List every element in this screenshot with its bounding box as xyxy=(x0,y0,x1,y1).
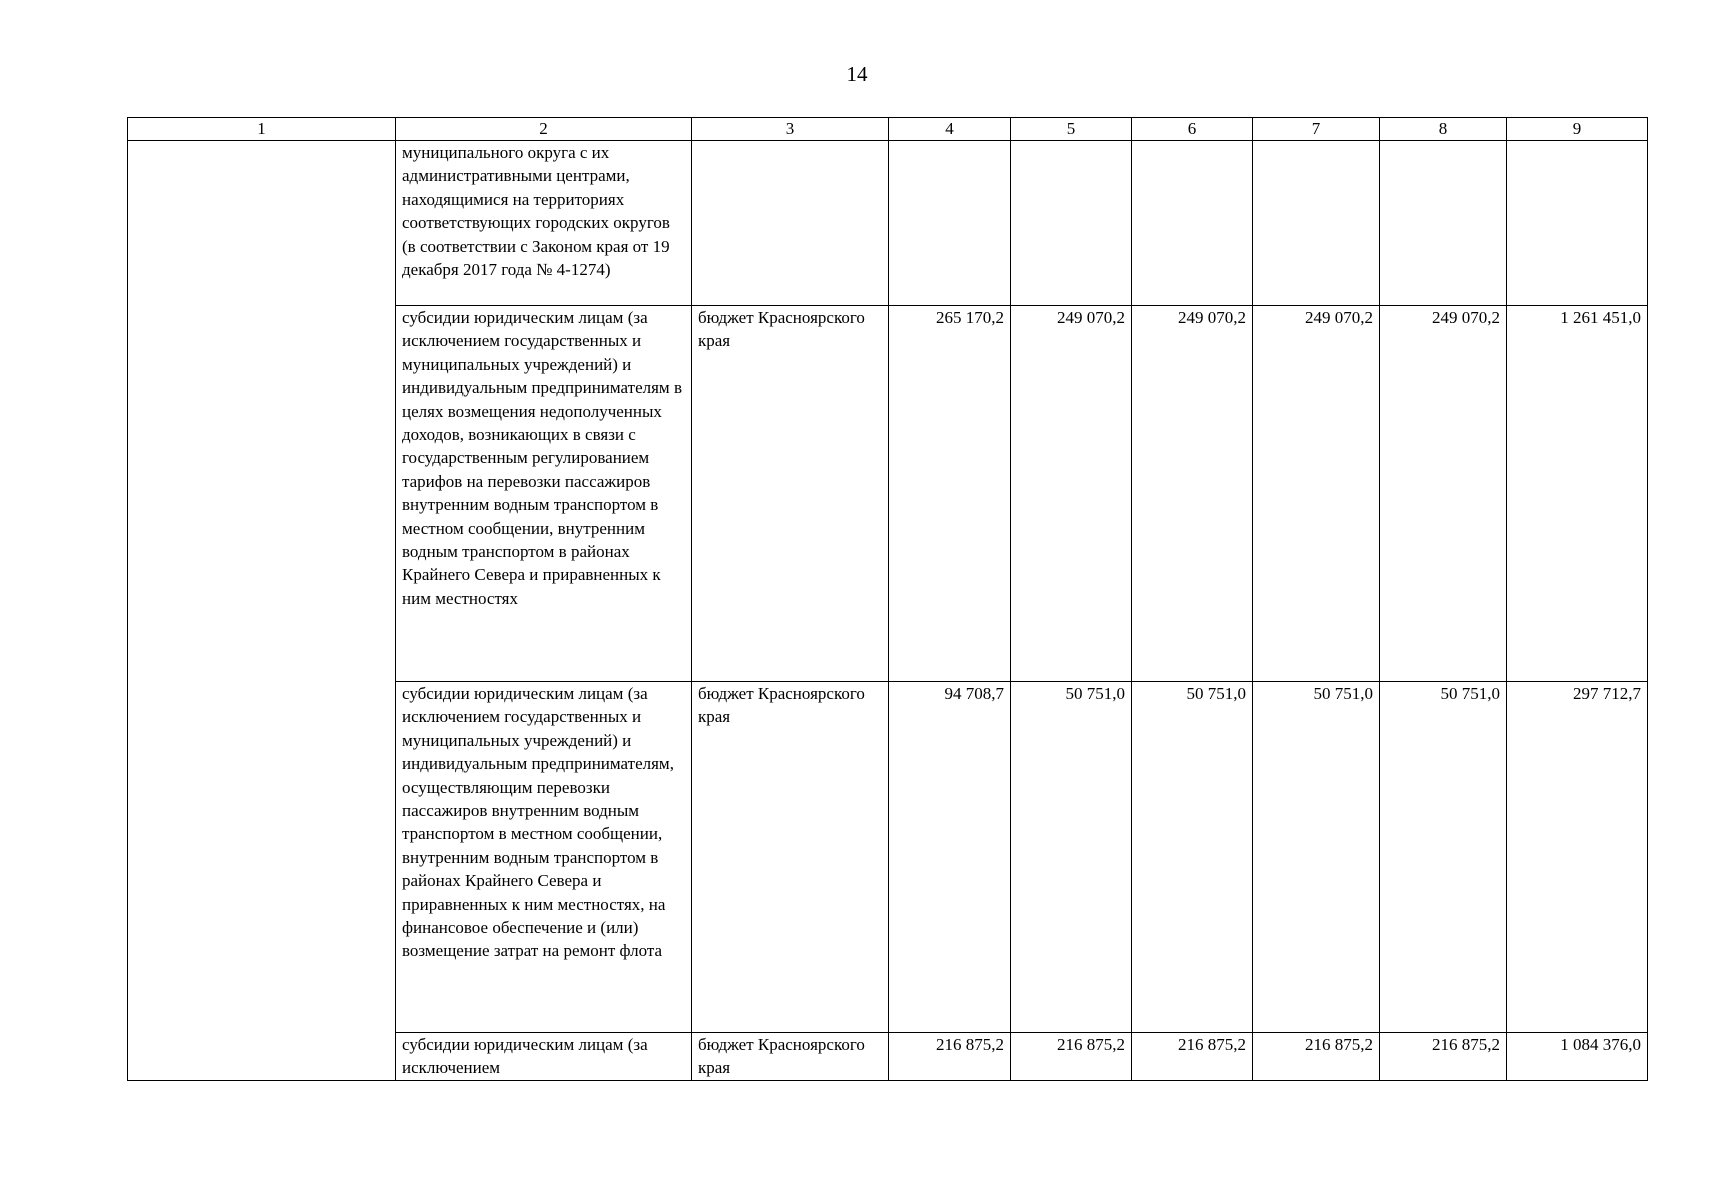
funding-source: бюджет Красноярского края xyxy=(692,1033,889,1081)
value-cell: 249 070,2 xyxy=(1380,306,1507,682)
empty-cell xyxy=(1380,141,1507,306)
column-header-5: 5 xyxy=(1011,118,1132,141)
empty-cell xyxy=(1507,141,1648,306)
column-header-7: 7 xyxy=(1253,118,1380,141)
column-header-6: 6 xyxy=(1132,118,1253,141)
empty-cell xyxy=(1132,141,1253,306)
funding-source: бюджет Красноярского края xyxy=(692,306,889,682)
column-header-2: 2 xyxy=(396,118,692,141)
value-cell: 249 070,2 xyxy=(1253,306,1380,682)
value-cell: 216 875,2 xyxy=(1253,1033,1380,1081)
value-cell: 216 875,2 xyxy=(1011,1033,1132,1081)
first-column-cell xyxy=(128,141,396,1081)
empty-cell xyxy=(692,141,889,306)
column-header-9: 9 xyxy=(1507,118,1648,141)
column-header-8: 8 xyxy=(1380,118,1507,141)
value-cell: 50 751,0 xyxy=(1132,682,1253,1033)
value-cell: 265 170,2 xyxy=(889,306,1011,682)
budget-table xyxy=(127,117,1648,1081)
row-description: муниципального округа с их административными центрами, находящимися на территориях соответствующих городских округов (в соответствии с Законом края от 19 декабря 2017 года № 4-1274) xyxy=(396,141,692,306)
value-cell: 50 751,0 xyxy=(1011,682,1132,1033)
value-cell: 249 070,2 xyxy=(1011,306,1132,682)
empty-cell xyxy=(1011,141,1132,306)
value-cell: 50 751,0 xyxy=(1253,682,1380,1033)
row-description: субсидии юридическим лицам (за исключением государственных и муниципальных учреждений) и индивидуальным предпринимателям, осуществляющим перевозки пассажиров внутренним водным транспортом в местном сообщении, внутренним водным транспортом в районах Крайнего Севера и приравненных к ним местностях, на финансовое обеспечение и (или) возмещение затрат на ремонт флота xyxy=(396,682,692,1033)
row-description: субсидии юридическим лицам (за исключением xyxy=(396,1033,692,1081)
empty-cell xyxy=(889,141,1011,306)
value-cell: 216 875,2 xyxy=(889,1033,1011,1081)
value-cell: 216 875,2 xyxy=(1380,1033,1507,1081)
page-number: 14 xyxy=(846,62,868,86)
table-row xyxy=(128,141,1648,306)
row-description: субсидии юридическим лицам (за исключением государственных и муниципальных учреждений) и индивидуальным предпринимателям в целях возмещения недополученных доходов, возникающих в связи с государственным регулированием тарифов на перевозки пассажиров внутренним водным транспортом в местном сообщении, внутренним водным транспортом в районах Крайнего Севера и приравненных к ним местностях xyxy=(396,306,692,682)
empty-cell xyxy=(1253,141,1380,306)
value-cell: 249 070,2 xyxy=(1132,306,1253,682)
column-header-3: 3 xyxy=(692,118,889,141)
column-header-4: 4 xyxy=(889,118,1011,141)
value-cell: 94 708,7 xyxy=(889,682,1011,1033)
funding-source: бюджет Красноярского края xyxy=(692,682,889,1033)
value-cell: 50 751,0 xyxy=(1380,682,1507,1033)
column-number-row xyxy=(128,118,1648,141)
total-cell: 1 261 451,0 xyxy=(1507,306,1648,682)
total-cell: 1 084 376,0 xyxy=(1507,1033,1648,1081)
column-header-1: 1 xyxy=(128,118,396,141)
total-cell: 297 712,7 xyxy=(1507,682,1648,1033)
value-cell: 216 875,2 xyxy=(1132,1033,1253,1081)
